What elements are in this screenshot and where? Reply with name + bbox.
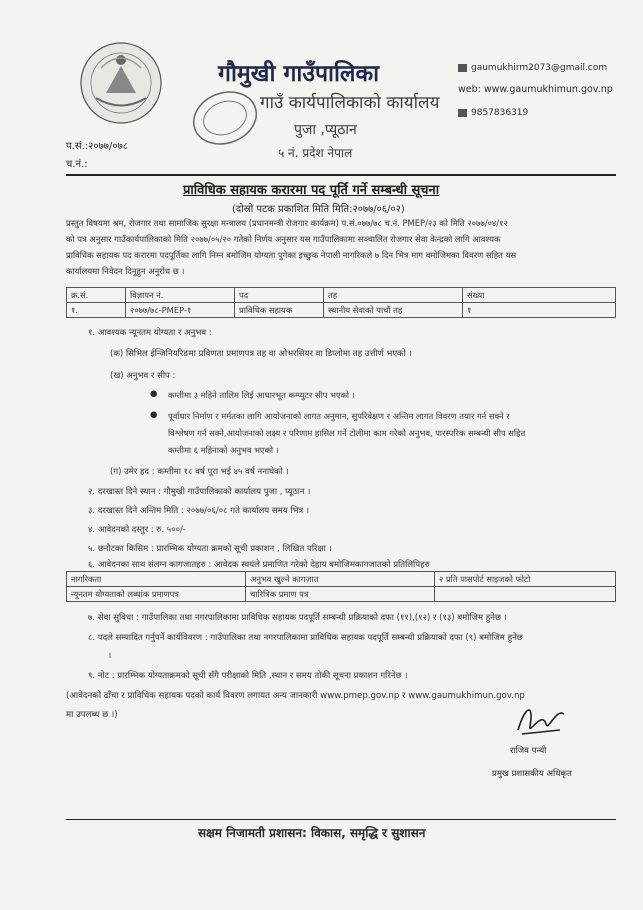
item-2: २. दरखास्त दिने स्थान : गौमुखी गाउँपालिकाको कार्यालय पुजा , प्यूठान ।: [88, 487, 311, 497]
cell-level: स्थानीय सेवाको पाचौं तह: [324, 303, 463, 318]
item-9: ९. नोट : प्रारम्भिक योग्यताक्रमको सूची सँगै परीक्षाको मिति ,स्थान र समय तोकी सूचना प्रकाशन गरिनेछ ।: [88, 671, 408, 681]
phone-icon: [458, 109, 467, 117]
header-divider: [66, 174, 616, 176]
nepal-emblem-logo: [76, 38, 166, 128]
col-count: संख्या: [463, 288, 616, 303]
item-1b: (ख) अनुभव र सीप :: [110, 371, 176, 381]
bullet-2-line-2: विश्लेषण गर्न सक्ने,आयोजनाको लक्ष्य र परिणाम हासिल गर्ने टोलीमा काम गरेको अनुभव, पारस्परिक सम्बन्धी सीप सहित: [168, 428, 526, 438]
table-row: [67, 572, 616, 587]
table-row: [67, 587, 616, 602]
item-5: ५. छनौटका किसिम : प्रारम्भिक योग्यता क्रमको सूची प्रकाशन , लिखित परिक्षा ।: [88, 544, 332, 554]
bullet-dot: ●: [150, 389, 158, 399]
col-sn: क्र.सं.: [67, 288, 126, 303]
signatory-name: राजिव पन्थी: [510, 746, 547, 756]
cell-sn: १.: [67, 303, 126, 318]
email-icon: [458, 64, 467, 72]
office-subtitle: गाउँ कार्यपालिकाको कार्यालय: [260, 93, 440, 113]
cell-post: प्राविधिक सहायक: [235, 303, 324, 318]
table-row: [67, 303, 616, 318]
doc-citizenship: नागरिकता: [67, 572, 246, 587]
item-1a: (क) सिभिल ईन्जिनियरिङमा प्रविणता प्रमाणपत्र तह वा ओभरसियर वा डिप्लोमा तह उत्तीर्ण भएको ।: [110, 349, 412, 359]
bullet-2-line-3: कम्तीमा ६ महिनाको अनुभव भएको ।: [168, 445, 279, 455]
office-province: ५ नं. प्रदेश नेपाल: [278, 146, 353, 160]
col-post: पद: [235, 288, 324, 303]
item-8-line-2: ।: [108, 651, 112, 661]
office-place: पुजा ,प्यूठान: [294, 122, 357, 138]
dispatch-number: च.नं.:: [66, 159, 88, 170]
bullet-2-line-1: पूर्वाधार निर्माण र मर्मतका लागि आयोजनाको लागत अनुमान, सुपरिवेक्षण र अन्तिम लागत विवरण तयार गर्न सक्ने र: [168, 411, 510, 421]
vacancy-table: [66, 287, 616, 318]
cell-ad-no: २०७७/७८-PMEP-१: [126, 303, 235, 318]
cell-count: १: [463, 303, 616, 318]
web-contact[interactable]: web: www.gaumukhimun.gov.np: [458, 84, 613, 95]
office-stamp: [190, 90, 260, 146]
intro-line-2: को पत्र अनुसार गाउँकार्यपालिकाको मिति २०७७/०५/२० गतेको निर्णय अनुसार यस गाउँपालिकामा सञ्चालित रोजगार सेवा केन्द्रको लागि आवश्यक: [66, 234, 501, 244]
signatory-designation: प्रमुख प्रशासकीय अधिकृत: [492, 769, 572, 779]
table-header-row: [67, 288, 616, 303]
doc-character: चारित्रिक प्रमाण पत्र: [246, 587, 435, 602]
item-6: ६. आवेदनका साथ संलग्न कागजातहरु : आवेदक स्वयंले प्रमाणित गरेको देहाय बमोजिमकागजातको प्रतिलिपिहरु: [88, 560, 430, 570]
phone-contact: 9857836319: [458, 108, 528, 118]
item-1: १. आवश्यक न्यूनतम योग्यता र अनुभव :: [88, 328, 212, 338]
note-line-2: मा उपलब्ध छ ।): [66, 710, 118, 720]
intro-line-1: प्रस्तुत विषयमा श्रम, रोजगार तथा सामाजिक सुरक्षा मन्त्रालय (प्रधानमन्त्री रोजगार कार्यक्रम) प.सं.०७७/७८ च.नं. PMEP/२३ को मिति २०७७/०४/१२: [66, 218, 508, 228]
reference-number: प.सं.:२०७७/०७८: [66, 141, 128, 152]
note-line-1: (आवेदनको ढाँचा र प्राविधिक सहायक पदको कार्य विवरण लगायत अन्य जानकारी www.pmep.gov.np र www.gaumukhimun.gov.np: [66, 691, 525, 701]
intro-line-3: प्राविधिक सहायक पद करारमा पदपूर्तिका लागि निम्न बमोजिम योग्यता पुगेका इच्छुक नेपाली नागरिकले ७ दिन भित्र माग बमोजिमका विवरण सहित यस: [66, 250, 517, 260]
col-level: तह: [324, 288, 463, 303]
doc-photo: २ प्रति पासपोर्ट साइजको फोटो: [435, 572, 616, 587]
doc-experience: अनुभव खुल्ने कागजात: [246, 572, 435, 587]
item-1c: (ग) उमेर हद : कम्तीमा १८ वर्ष पूरा भई ४५ वर्ष ननाघेको ।: [110, 467, 289, 477]
documents-table: [66, 571, 616, 602]
item-3: ३. दरखास्त दिने अन्तिम मिति : २०७७/०६/०८ गते कार्यालय समय भित्र ।: [88, 506, 310, 516]
doc-empty: [435, 587, 616, 602]
footer-slogan: सक्षम निजामती प्रशासन: विकास, समृद्धि र सुशासन: [198, 826, 426, 840]
item-4: ४. आवेदनको दस्तुर : रु. ५००/-: [88, 525, 186, 535]
col-ad-no: विज्ञापन नं.: [126, 288, 235, 303]
doc-qualification: न्यूनतम योग्यताको लब्धांक प्रमाणपत्र: [67, 587, 246, 602]
item-7: ७. सेवा सुविधा : गाउँपालिका तथा नगरपालिकामा प्राविधिक सहायक पदपूर्ति सम्बन्धी प्रक्रियाको दफा (११),(१२) र (१३) बमोजिम हुनेछ ।: [88, 613, 507, 623]
bullet-dot: ●: [150, 410, 158, 420]
signature-mark: [512, 700, 572, 742]
bullet-1: कम्तीमा ३ महिने तालिम लिई आधारभूत कम्प्युटर सीप भएको ।: [168, 390, 355, 400]
email-contact[interactable]: gaumukhirm2073@gmail.com: [458, 63, 607, 73]
notice-date: (दोस्रो पटक प्रकाशित मिति मिति:२०७७/०६/०२): [232, 204, 405, 215]
intro-line-4: कार्यालयमा निवेदन दिनुहुन अनुरोध छ ।: [66, 266, 185, 276]
notice-title: प्राविधिक सहायक करारमा पद पूर्ति गर्ने सम्बन्धी सूचना: [183, 183, 440, 198]
municipality-title: गौमुखी गाउँपालिका: [218, 61, 380, 87]
footer-divider: [66, 819, 616, 820]
item-8-line-1: ८. पदले सम्पादित गर्नुपर्ने कार्यविवरण : गाउँपालिका तथा नगरपालिकामा प्राविधिक सहायक पदपूर्ति सम्बन्धी प्रक्रियाको दफा (९) बमोजिम हुनेछ: [88, 633, 523, 643]
